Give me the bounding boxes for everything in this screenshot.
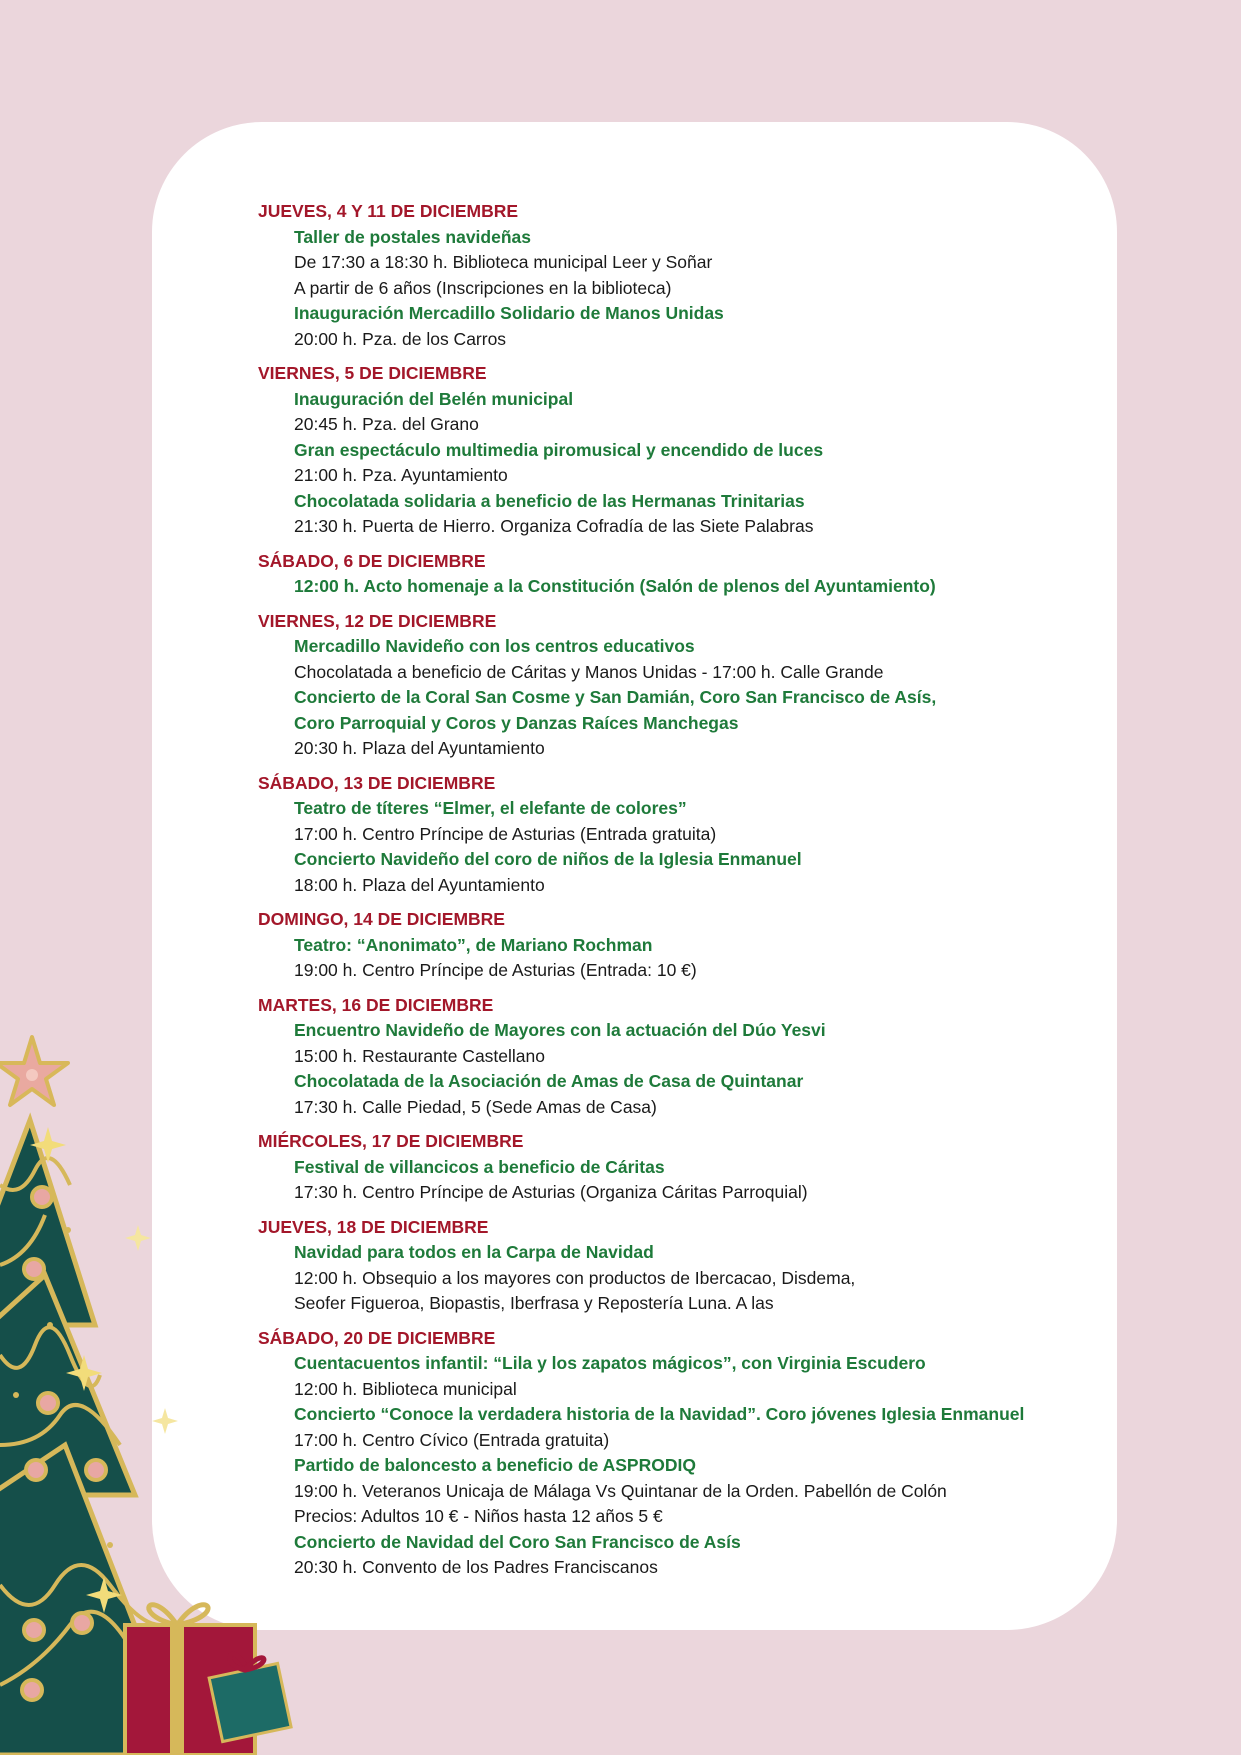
day-heading: SÁBADO, 13 DE DICIEMBRE (258, 772, 496, 793)
event-title: Concierto de la Coral San Cosme y San Damián, Coro San Francisco de Asís, (294, 687, 937, 707)
event-detail: 17:30 h. Centro Príncipe de Asturias (Organiza Cáritas Parroquial) (294, 1182, 808, 1202)
event-detail: Chocolatada a beneficio de Cáritas y Manos Unidas - 17:00 h. Calle Grande (294, 661, 884, 682)
event-title: Mercadillo Navideño con los centros educativos (294, 636, 695, 656)
event-title: Concierto “Conoce la verdadera historia de la Navidad”. Coro jóvenes Iglesia Enmanuel (294, 1404, 1025, 1424)
event-detail: 17:30 h. Calle Piedad, 5 (Sede Amas de Casa) (294, 1096, 657, 1117)
sparkle-icon (125, 1225, 151, 1251)
event-title: Partido de baloncesto a beneficio de ASPRODIQ (294, 1455, 696, 1475)
event-detail: 12:00 h. Biblioteca municipal (294, 1378, 517, 1399)
event-title: Chocolatada solidaria a beneficio de las Hermanas Trinitarias (294, 490, 805, 511)
event-detail: Precios: Adultos 10 € - Niños hasta 12 años 5 € (294, 1506, 663, 1526)
event-title: Gran espectáculo multimedia piromusical y encendido de luces (294, 439, 824, 460)
event-title: Inauguración Mercadillo Solidario de Manos Unidas (294, 303, 724, 323)
event-detail: 17:00 h. Centro Cívico (Entrada gratuita) (294, 1429, 610, 1450)
event-detail: 20:00 h. Pza. de los Carros (294, 328, 507, 349)
day-heading: VIERNES, 12 DE DICIEMBRE (258, 610, 497, 631)
event-detail: Seofer Figueroa, Biopastis, Iberfrasa y Repostería Luna. A las (294, 1293, 774, 1313)
event-title: Cuentacuentos infantil: “Lila y los zapatos mágicos”, con Virginia Escudero (294, 1353, 926, 1373)
event-detail: 20:45 h. Pza. del Grano (294, 414, 479, 434)
day-heading: JUEVES, 4 Y 11 DE DICIEMBRE (258, 201, 519, 221)
day-heading: MIÉRCOLES, 17 DE DICIEMBRE (258, 1131, 524, 1151)
event-detail: 15:00 h. Restaurante Castellano (294, 1045, 545, 1066)
day-heading: VIERNES, 5 DE DICIEMBRE (258, 363, 487, 383)
event-detail: A partir de 6 años (Inscripciones en la biblioteca) (294, 277, 672, 298)
event-title: Coro Parroquial y Coros y Danzas Raíces Manchegas (294, 712, 739, 733)
event-title: Concierto de Navidad del Coro San Francisco de Asís (294, 1531, 741, 1552)
gift-box-icon (125, 1605, 291, 1755)
event-detail: 12:00 h. Obsequio a los mayores con productos de Ibercacao, Disdema, (294, 1267, 856, 1288)
christmas-tree-illustration (0, 1025, 300, 1755)
event-detail: De 17:30 a 18:30 h. Biblioteca municipal Leer y Soñar (294, 252, 713, 272)
event-detail: 18:00 h. Plaza del Ayuntamiento (294, 874, 545, 895)
event-detail: 21:00 h. Pza. Ayuntamiento (294, 465, 508, 485)
event-title: Teatro: “Anonimato”, de Mariano Rochman (294, 934, 653, 955)
event-detail: 21:30 h. Puerta de Hierro. Organiza Cofradía de las Siete Palabras (294, 516, 814, 536)
tree-star-icon (0, 1037, 68, 1105)
event-title: Teatro de títeres “Elmer, el elefante de colores” (294, 798, 687, 818)
day-heading: MARTES, 16 DE DICIEMBRE (258, 994, 494, 1015)
event-title: Festival de villancicos a beneficio de Cáritas (294, 1156, 665, 1177)
event-title: Taller de postales navideñas (294, 226, 531, 247)
event-detail: 20:30 h. Plaza del Ayuntamiento (294, 738, 545, 758)
day-heading: DOMINGO, 14 DE DICIEMBRE (258, 909, 505, 929)
day-heading: SÁBADO, 20 DE DICIEMBRE (258, 1327, 496, 1348)
event-title: Navidad para todos en la Carpa de Navidad (294, 1242, 654, 1262)
schedule-list (258, 199, 1138, 1581)
event-detail: 20:30 h. Convento de los Padres Franciscanos (294, 1557, 658, 1577)
event-title: Chocolatada de la Asociación de Amas de Casa de Quintanar (294, 1071, 804, 1091)
event-title: Encuentro Navideño de Mayores con la actuación del Dúo Yesvi (294, 1020, 826, 1040)
event-title: Concierto Navideño del coro de niños de la Iglesia Enmanuel (294, 849, 802, 869)
event-detail: 17:00 h. Centro Príncipe de Asturias (Entrada gratuita) (294, 823, 717, 844)
day-heading: JUEVES, 18 DE DICIEMBRE (258, 1216, 489, 1237)
event-detail: 19:00 h. Centro Príncipe de Asturias (Entrada: 10 €) (294, 960, 697, 980)
day-heading: SÁBADO, 6 DE DICIEMBRE (258, 550, 486, 571)
event-title: 12:00 h. Acto homenaje a la Constitución (Salón de plenos del Ayuntamiento) (294, 576, 936, 596)
sparkle-icon (152, 1408, 178, 1434)
event-detail: 19:00 h. Veteranos Unicaja de Málaga Vs Quintanar de la Orden. Pabellón de Colón (294, 1480, 947, 1501)
event-title: Inauguración del Belén municipal (294, 388, 574, 409)
